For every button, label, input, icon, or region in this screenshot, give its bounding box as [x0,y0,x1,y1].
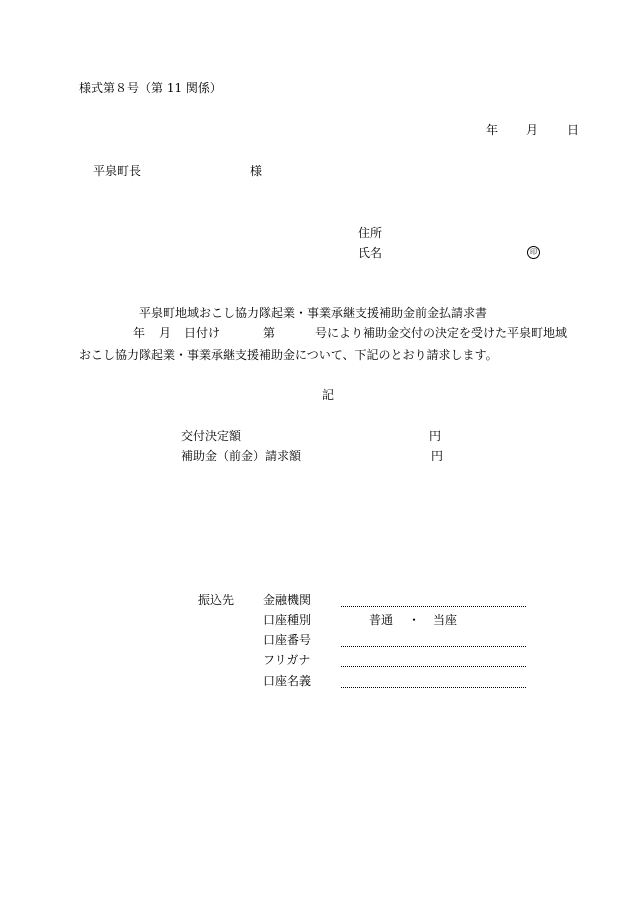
date-year-label: 年 [486,123,499,137]
date-month-label: 月 [526,123,539,137]
body-month: 月 [159,326,172,340]
document-title: 平泉町地域おこし協力隊起業・事業承継支援補助金前金払請求書 [139,306,488,320]
ki-label: 記 [322,388,335,402]
account-name-label: 口座名義 [263,674,312,688]
account-number-field[interactable] [341,646,526,647]
body-line1-rest: 号により補助金交付の決定を受けた平泉町地域 [315,326,568,340]
bank-institution-label: 金融機関 [263,593,312,607]
body-dai: 第 [263,326,276,340]
furigana-label: フリガナ [263,653,311,667]
account-name-field[interactable] [341,687,526,688]
name-label: 氏名 [358,246,383,260]
amount-label: 補助金（前金）請求額 [181,449,302,463]
body-year: 年 [133,326,146,340]
amount-label: 交付決定額 [181,429,242,443]
account-type-ordinary[interactable]: 普通 [369,613,394,627]
addressee-honorific: 様 [250,164,263,178]
body-line2: おこし協力隊起業・事業承継支援補助金について、下記のとおり請求します。 [79,348,498,362]
addressee-name: 平泉町長 [93,164,142,178]
account-number-label: 口座番号 [263,633,312,647]
furigana-field[interactable] [341,666,526,667]
address-label: 住所 [358,226,383,240]
seal-icon: 印 [527,246,540,259]
form-number: 様式第８号（第 11 関係） [79,81,222,95]
bank-institution-field[interactable] [341,606,526,607]
account-type-current[interactable]: 当座 [433,613,458,627]
account-type-label: 口座種別 [263,613,312,627]
amount-unit: 円 [431,449,444,463]
body-day-suffix: 日付け [184,326,221,340]
bank-heading: 振込先 [198,593,235,607]
date-day-label: 日 [567,123,580,137]
account-type-separator: ・ [408,613,421,627]
amount-unit: 円 [429,429,442,443]
